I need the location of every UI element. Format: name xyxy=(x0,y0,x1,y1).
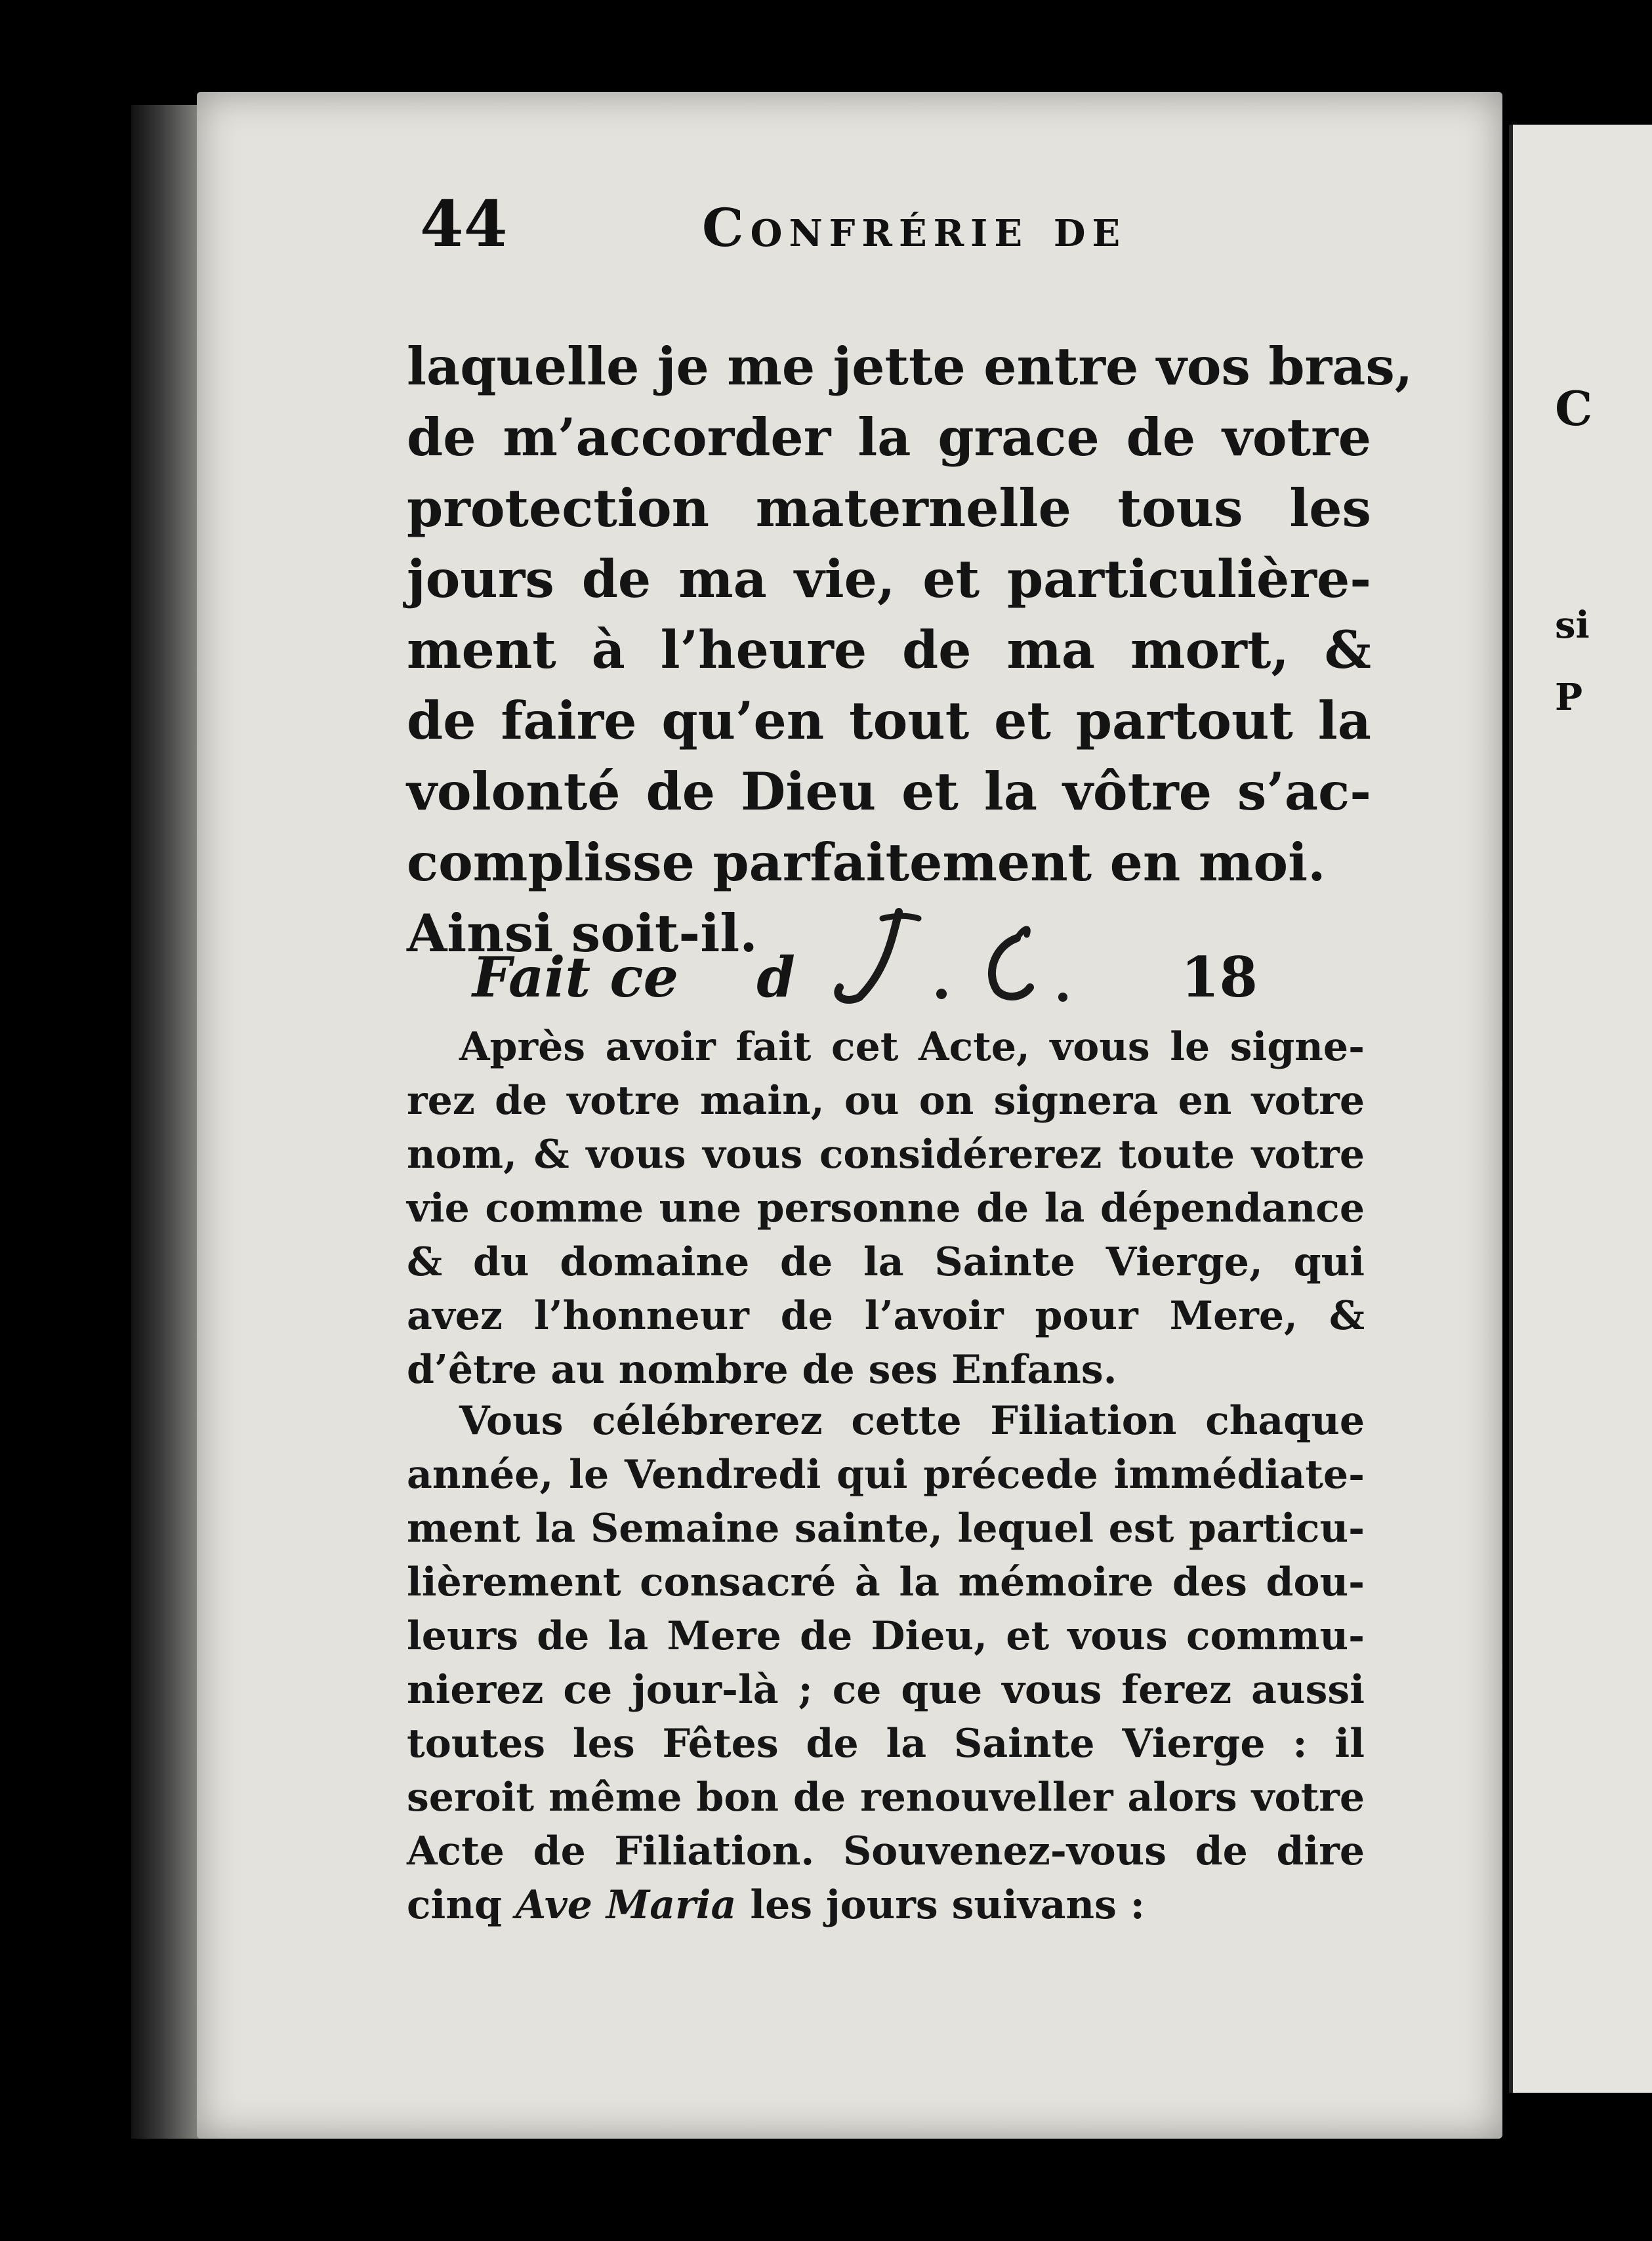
running-head: Confrérie de xyxy=(702,197,1127,258)
paragraph-line: vie comme une personne de la dépendance xyxy=(407,1185,1365,1231)
prayer-line: ment à l’heure de ma mort, & xyxy=(407,619,1371,680)
book-binding xyxy=(131,105,203,2139)
prayer-line: protection maternelle tous les xyxy=(407,478,1371,539)
page-number: 44 xyxy=(420,187,508,261)
right-page-fragment-text-3: P xyxy=(1555,676,1583,719)
paragraph-line: année, le Vendredi qui précede immédiate- xyxy=(407,1452,1365,1498)
last-line-start: cinq xyxy=(407,1882,502,1928)
paragraph-line: leurs de la Mere de Dieu, et vous commu- xyxy=(407,1613,1365,1659)
prayer-line: de m’accorder la grace de votre xyxy=(407,407,1371,468)
right-page-fragment-text-1: C xyxy=(1555,380,1593,436)
paragraph-line: Acte de Filiation. Souvenez-vous de dire xyxy=(407,1828,1365,1874)
prayer-line: laquelle je me jette entre vos bras, xyxy=(407,336,1413,397)
paragraph-line: d’être au nombre de ses Enfans. xyxy=(407,1347,1117,1393)
year-label: 18 xyxy=(1181,945,1258,1010)
paragraph-line: Après avoir fait cet Acte, vous le signe- xyxy=(459,1024,1365,1070)
instruction-paragraph-2 xyxy=(407,1394,1365,1932)
prayer-line: complisse parfaitement en moi. xyxy=(407,832,1326,893)
paragraph-line: toutes les Fêtes de la Sainte Vierge : il xyxy=(407,1721,1365,1767)
prayer-line: volonté de Dieu et la vôtre s’ac- xyxy=(407,761,1371,822)
day-letter: d xyxy=(756,945,795,1010)
paragraph-line: Vous célébrerez cette Filiation chaque xyxy=(459,1398,1365,1444)
paragraph-line: & du domaine de la Sainte Vierge, qui xyxy=(407,1239,1365,1285)
paragraph-line: avez l’honneur de l’avoir pour Mere, & xyxy=(407,1293,1365,1339)
paragraph-line: seroit même bon de renouveller alors votre xyxy=(407,1775,1365,1820)
paragraph-line: rez de votre main, ou on signera en votre xyxy=(407,1078,1365,1124)
prayer-text xyxy=(407,331,1413,969)
fait-ce-label: Fait ce xyxy=(472,945,679,1010)
prayer-line: jours de ma vie, et particulière- xyxy=(407,548,1371,609)
prayer-line: de faire qu’en tout et partout la xyxy=(407,690,1371,751)
paragraph-line: nierez ce jour-là ; ce que vous ferez aussi xyxy=(407,1667,1365,1713)
instruction-paragraph-1 xyxy=(407,1020,1365,1397)
paragraph-last-line xyxy=(407,1878,1365,1932)
right-page-fragment-text-2: si xyxy=(1555,604,1590,647)
paragraph-line: lièrement consacré à la mémoire des dou- xyxy=(407,1559,1365,1605)
ave-maria-italic: Ave Maria xyxy=(515,1882,737,1928)
handwritten-initials xyxy=(820,899,1109,1010)
prayer-line-amen: Ainsi soit-il. xyxy=(407,903,758,964)
last-line-end: les jours suivans : xyxy=(750,1882,1145,1928)
paragraph-line: ment la Semaine sainte, lequel est particu- xyxy=(407,1506,1365,1552)
paragraph-line: nom, & vous vous considérerez toute votre xyxy=(407,1132,1365,1178)
